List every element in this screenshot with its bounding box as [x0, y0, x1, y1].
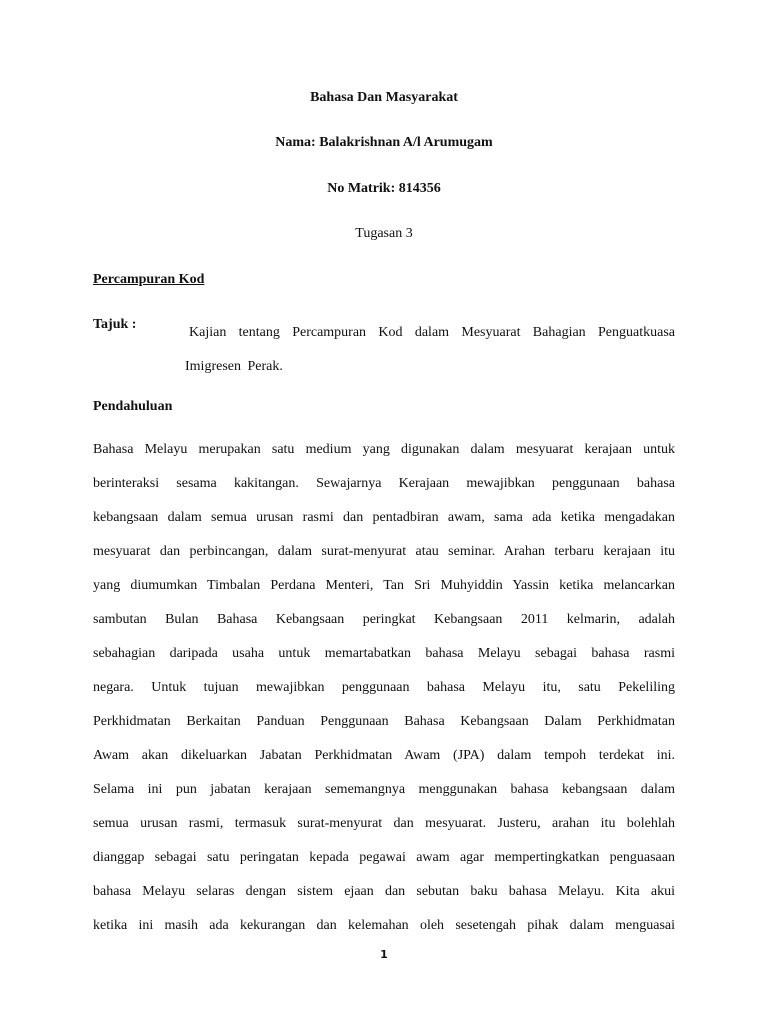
tajuk-line-2: Imigresen Perak.	[185, 359, 283, 374]
paragraph-line: dianggap sebagai satu peringatan kepada pegawai awam agar mempertingkatkan penguasaan	[93, 850, 675, 865]
course-title: Bahasa Dan Masyarakat	[310, 90, 458, 105]
paragraph-line: yang diumumkan Timbalan Perdana Menteri, Tan Sri Muhyiddin Yassin ketika melancarkan	[93, 578, 675, 593]
paragraph-line: bahasa Melayu selaras dengan sistem ejaan dan sebutan baku bahasa Melayu. Kita akui	[93, 884, 675, 899]
intro-paragraph	[93, 441, 675, 951]
section-heading: Percampuran Kod	[93, 272, 205, 287]
tajuk-label: Tajuk :	[93, 317, 137, 332]
tajuk-line-1: Kajian tentang Percampuran Kod dalam Mesyuarat Bahagian Penguatkuasa	[189, 325, 675, 340]
paragraph-line: berinteraksi sesama kakitangan. Sewajarnya Kerajaan mewajibkan penggunaan bahasa	[93, 476, 675, 491]
paragraph-line: mesyuarat dan perbincangan, dalam surat-menyurat atau seminar. Arahan terbaru kerajaan itu	[93, 544, 675, 559]
student-name: Nama: Balakrishnan A/l Arumugam	[275, 135, 493, 150]
tajuk-text	[185, 316, 675, 384]
matric-number: No Matrik: 814356	[327, 181, 441, 196]
paragraph-line: negara. Untuk tujuan mewajibkan penggunaan bahasa Melayu itu, satu Pekeliling	[93, 680, 675, 695]
paragraph-line: Selama ini pun jabatan kerajaan sememangnya menggunakan bahasa kebangsaan dalam	[93, 782, 675, 797]
paragraph-line: Perkhidmatan Berkaitan Panduan Penggunaan Bahasa Kebangsaan Dalam Perkhidmatan	[93, 714, 675, 729]
paragraph-line: Awam akan dikeluarkan Jabatan Perkhidmatan Awam (JPA) dalam tempoh terdekat ini.	[93, 748, 675, 763]
page-number: 1	[380, 948, 388, 961]
paragraph-line: kebangsaan dalam semua urusan rasmi dan pentadbiran awam, sama ada ketika mengadakan	[93, 510, 675, 525]
paragraph-line: Bahasa Melayu merupakan satu medium yang digunakan dalam mesyuarat kerajaan untuk	[93, 442, 675, 457]
assignment-title: Tugasan 3	[355, 226, 413, 241]
intro-heading: Pendahuluan	[93, 399, 173, 414]
paragraph-line: sebahagian daripada usaha untuk memartabatkan bahasa Melayu sebagai bahasa rasmi	[93, 646, 675, 661]
paragraph-line: ketika ini masih ada kekurangan dan kelemahan oleh sesetengah pihak dalam menguasai	[93, 918, 675, 933]
paragraph-line: sambutan Bulan Bahasa Kebangsaan peringkat Kebangsaan 2011 kelmarin, adalah	[93, 612, 675, 627]
paragraph-line: semua urusan rasmi, termasuk surat-menyurat dan mesyuarat. Justeru, arahan itu bolehlah	[93, 816, 675, 831]
